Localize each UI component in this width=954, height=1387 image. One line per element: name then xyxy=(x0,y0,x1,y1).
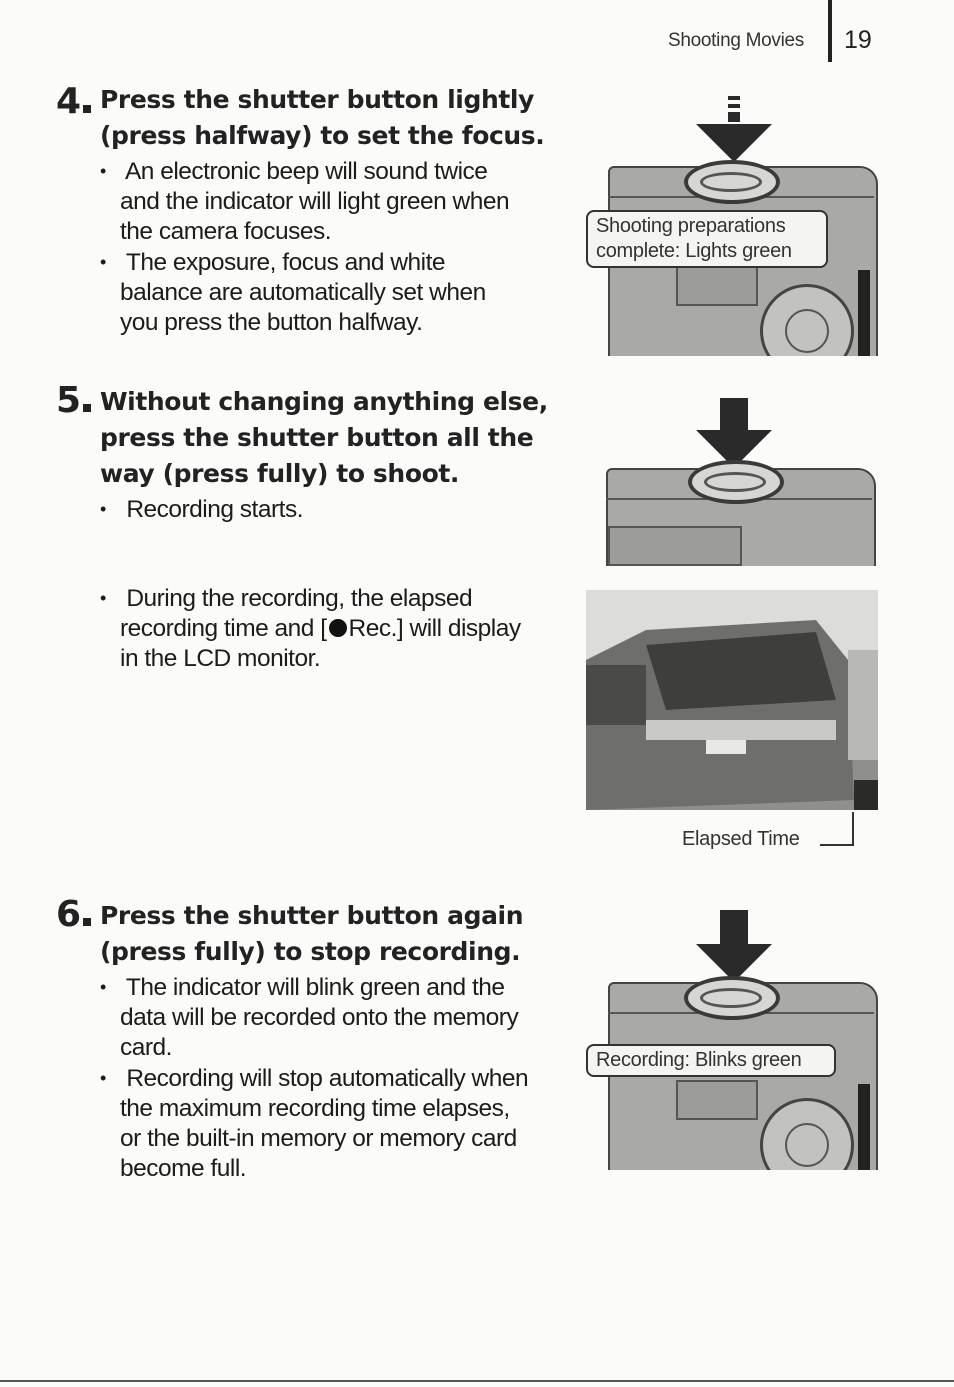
bullet-item: • Recording starts. xyxy=(100,494,580,525)
bullet-item: • Recording will stop automatically when the maximum recording time elapses, or the built-in memory or memory card become full. xyxy=(100,1063,580,1184)
status-callout: Shooting preparations complete: Lights green xyxy=(586,210,828,268)
step-4-bullets xyxy=(100,156,580,338)
caption-leader-line xyxy=(852,812,854,846)
bullet-item: • During the recording, the elapsed recording time and [ Rec.] will display in the LCD monitor. xyxy=(100,583,580,674)
step-6-camera-figure xyxy=(584,908,884,1170)
step-5-number: 5 xyxy=(56,383,91,419)
step-5-camera-figure xyxy=(604,396,884,566)
page-edge xyxy=(0,1380,954,1382)
bullet-item: • The exposure, focus and white balance are automatically set when you press the button halfway. xyxy=(100,247,580,338)
step-4-title: Press the shutter button lightly (press halfway) to set the focus. xyxy=(100,85,545,150)
step-5-bullets xyxy=(100,494,580,525)
running-header-section: Shooting Movies xyxy=(668,30,804,51)
step-6-bullets xyxy=(100,972,580,1184)
step-5-title: Without changing anything else, press the shutter button all the way (press fully) to shoot. xyxy=(100,387,548,488)
lcd-monitor-photo xyxy=(586,590,878,810)
page-number: 19 xyxy=(844,26,872,54)
status-callout: Recording: Blinks green xyxy=(586,1044,836,1077)
header-divider xyxy=(828,0,832,62)
caption-leader-line xyxy=(820,844,854,846)
step-6-title: Press the shutter button again (press fully) to stop recording. xyxy=(100,901,524,966)
bullet-item: • The indicator will blink green and the data will be recorded onto the memory card. xyxy=(100,972,580,1063)
down-arrow-icon xyxy=(696,124,772,162)
step-4-number: 4 xyxy=(56,84,91,120)
elapsed-time-caption: Elapsed Time xyxy=(682,828,800,850)
step-4-camera-figure xyxy=(584,86,884,356)
step-6-number: 6 xyxy=(56,897,91,933)
step-5-bullets-b xyxy=(100,583,580,674)
monorail-train-image xyxy=(586,590,878,810)
record-dot-icon xyxy=(329,619,347,637)
bullet-item: • An electronic beep will sound twice and the indicator will light green when the camera focuses. xyxy=(100,156,580,247)
